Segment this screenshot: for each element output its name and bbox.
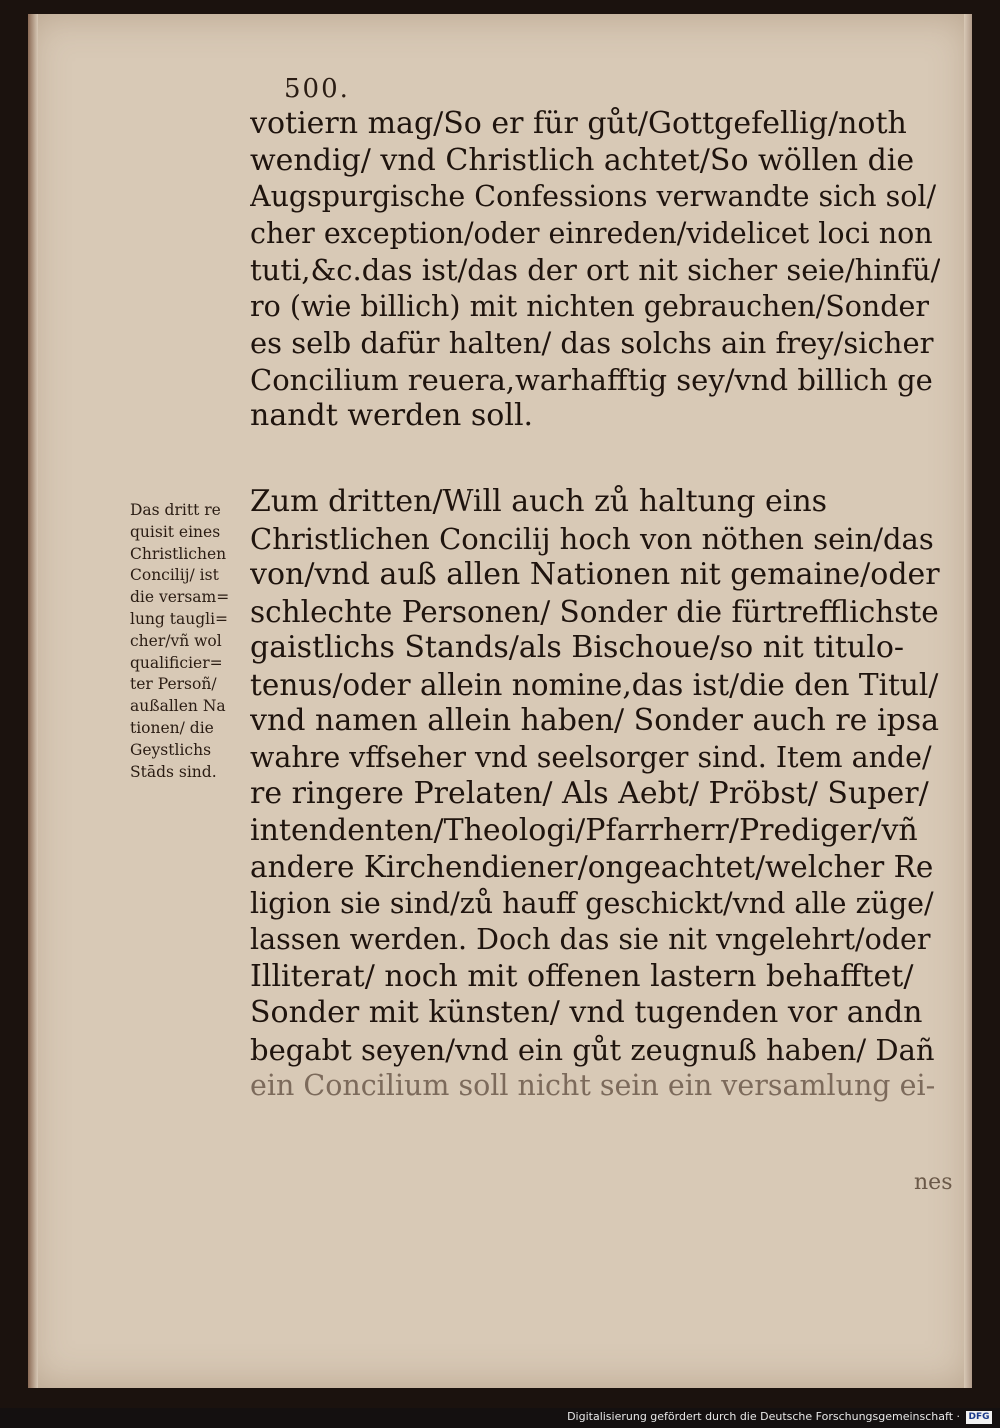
text-line: andere Kirchendiener/ongeachtet/welcher Re [250, 850, 934, 884]
text-line: Augspurgische Confessions verwandte sich sol/ [250, 180, 937, 213]
sidenote-line: ter Persoñ/ [130, 675, 217, 694]
main-text-block-2 [250, 484, 940, 1105]
text-line: intendenten/Theologi/Pfarrherr/Prediger/vñ [250, 812, 918, 848]
text-line: re ringere Prelaten/ Als Aebt/ Pröbst/ Super/ [250, 776, 929, 811]
page-edge-left [28, 14, 38, 1388]
text-line: ligion sie sind/zů hauff geschickt/vnd alle züge/ [250, 886, 934, 920]
sidenote-line: Concilij/ ist [130, 566, 219, 585]
sidenote-line: tionen/ die [130, 718, 214, 737]
sidenote-line: qualificier= [130, 653, 223, 672]
page-number: 500. [284, 74, 350, 104]
text-line: cher exception/oder einreden/videlicet loci non [250, 216, 933, 250]
text-line: gaistlichs Stands/als Bischoue/so nit titulo- [250, 630, 905, 665]
sidenote-line: die versam= [130, 588, 230, 607]
sidenote-line: außallen Na [130, 697, 226, 716]
sidenote-line: Geystlichs [130, 740, 212, 759]
text-line: Sonder mit künsten/ vnd tugenden vor andn [250, 995, 923, 1030]
text-line: Christlichen Concilij hoch von nöthen sein/das [250, 521, 934, 556]
sidenote-line: cher/vñ wol [130, 631, 222, 650]
sidenote-line: quisit eines [130, 522, 221, 541]
text-line: vnd namen allein haben/ Sonder auch re ipsa [250, 703, 940, 738]
text-line: schlechte Personen/ Sonder die fürtrefflichste [250, 594, 939, 629]
text-line: tuti,&c.das ist/das der ort nit sicher seie/hinfü/ [250, 253, 940, 287]
text-line: Concilium reuera,warhafftig sey/vnd billich ge [250, 362, 933, 397]
sidenote-line: lung taugli= [130, 609, 229, 628]
text-line: ro (wie billich) mit nichten gebrauchen/Sonder [250, 289, 930, 323]
page-edge-right [964, 14, 972, 1388]
text-line: wendig/ vnd Christlich achtet/So wöllen die [250, 142, 915, 178]
sidenote-line: Christlichen [130, 544, 227, 563]
text-line: tenus/oder allein nomine,das ist/die den Titul/ [250, 667, 939, 702]
catchword: nes [914, 1170, 953, 1195]
text-line: begabt seyen/vnd ein gůt zeugnuß haben/ Dañ [250, 1032, 935, 1067]
sidenote-line: Das dritt re [130, 501, 221, 519]
text-line: von/vnd auß allen Nationen nit gemaine/oder [250, 557, 940, 592]
main-text-block-1 [250, 106, 940, 435]
text-line: nandt werden soll. [250, 398, 534, 433]
text-line: Zum dritten/Will auch zů haltung eins [250, 484, 828, 519]
text-line: ein Concilium soll nicht sein ein versamlung ei- [250, 1069, 936, 1102]
text-line: lassen werden. Doch das sie nit vngelehrt/oder [250, 923, 931, 956]
sidenote-line: Stāds sind. [130, 762, 217, 781]
text-line: wahre vffseher vnd seelsorger sind. Item ande/ [250, 740, 932, 774]
dfg-logo-icon: DFG [966, 1411, 992, 1424]
text-line: es selb dafür halten/ das solchs ain frey/sicher [250, 326, 934, 360]
text-line: votiern mag/So er für gůt/Gottgefellig/noth [250, 106, 907, 141]
text-line: Illiterat/ noch mit offenen lastern behafftet/ [250, 958, 914, 994]
footer-credit: Digitalisierung gefördert durch die Deutsche Forschungsgemeinschaft · [567, 1410, 960, 1423]
marginal-note [130, 500, 268, 783]
